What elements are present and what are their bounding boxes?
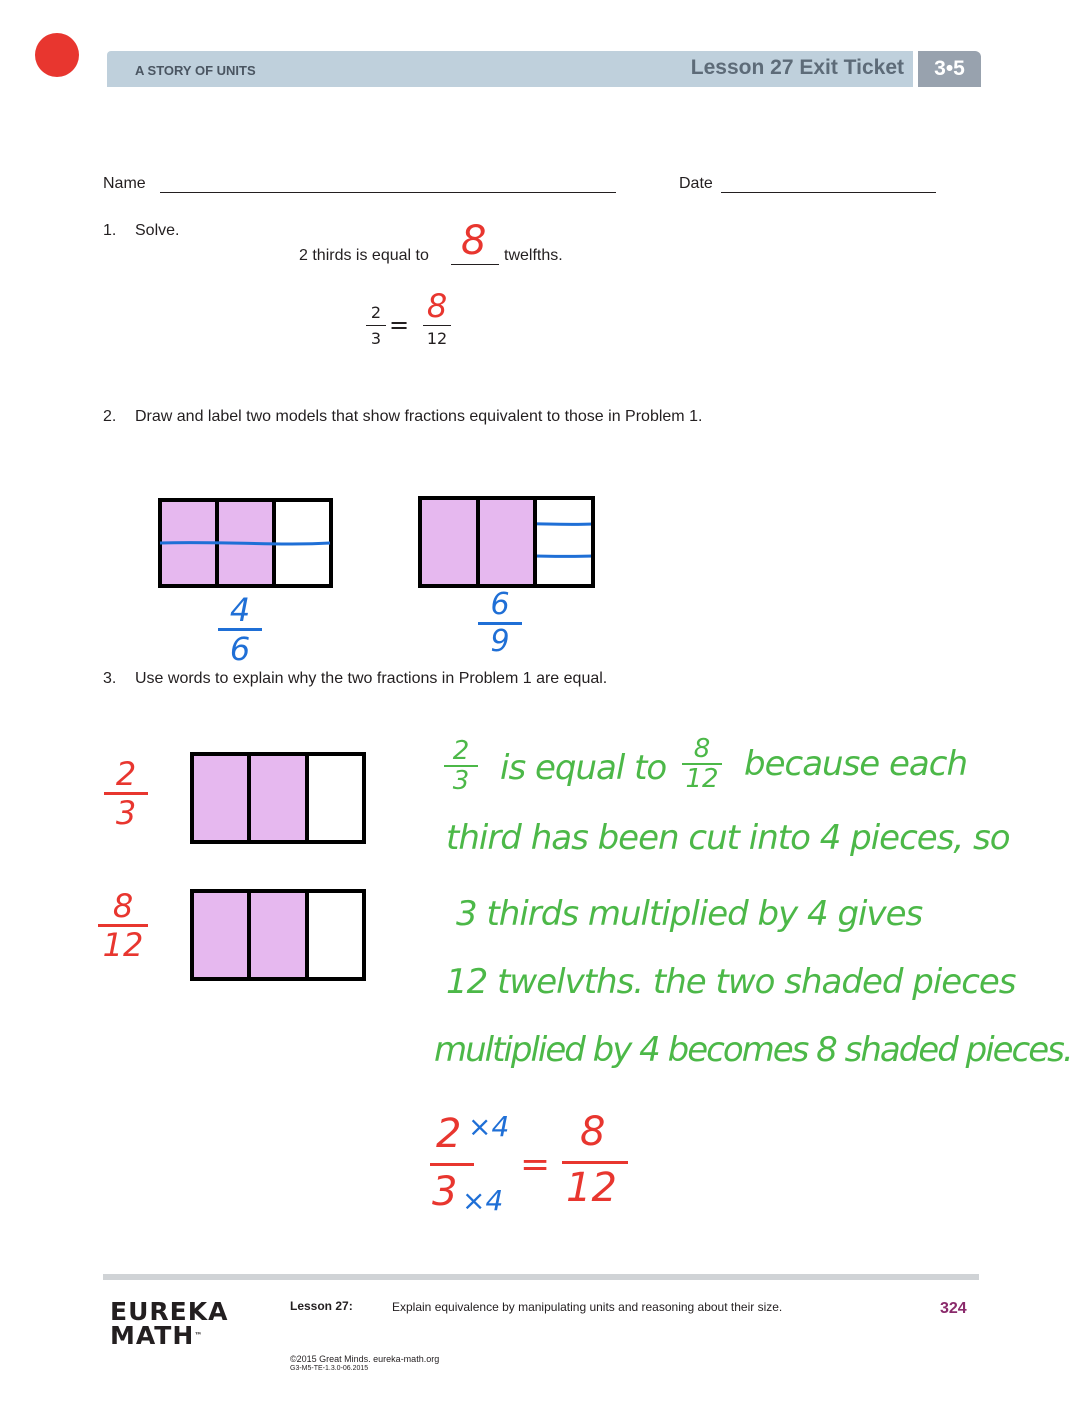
header-badge-text: 3•5: [934, 57, 965, 80]
problem2-prompt: Draw and label two models that show fractions equivalent to those in Problem 1.: [135, 408, 703, 425]
model-b-num: 8: [112, 887, 134, 925]
model2-cell-3: [537, 500, 591, 584]
problem1-blank-answer: 8: [461, 218, 487, 264]
problem2-model2-label: [478, 587, 522, 659]
problem3-model-a-label: [104, 755, 148, 832]
footer-logo: [110, 1297, 229, 1351]
explain-line4: 12 twelvths. the two shaded pieces: [446, 962, 1016, 1002]
problem3-model-b-label: [98, 887, 148, 964]
problem3-number: 3.: [103, 670, 117, 687]
eq-num: 2: [436, 1111, 462, 1157]
problem1-left-num: 2: [370, 303, 382, 322]
explain-den: 3: [452, 766, 470, 796]
footer-rule: [103, 1274, 979, 1280]
logo-line1: EUREKA: [110, 1297, 229, 1326]
problem2-model2: [418, 496, 595, 588]
eq-right-bar: [562, 1161, 628, 1164]
problem1-left-den: 3: [370, 329, 382, 348]
explain-num: 2: [452, 736, 470, 766]
explain-line1-end: because each: [744, 744, 968, 784]
model1-label-den: 6: [229, 630, 251, 668]
explain-line2: third has been cut into 4 pieces, so: [446, 818, 1010, 858]
problem1-number: 1.: [103, 222, 117, 239]
model2-cell-1: [422, 500, 480, 584]
explain-fraction-2: [682, 736, 722, 792]
logo-tm: ™: [194, 1331, 203, 1340]
model2-cell-2: [480, 500, 538, 584]
problem1-right-num: 8: [426, 287, 448, 325]
model-b-cell-1: [194, 893, 251, 977]
eq-num-mult: ×4: [468, 1110, 510, 1143]
footer-lesson-desc: Explain equivalence by manipulating units and reasoning about their size.: [392, 1300, 783, 1314]
problem1-sentence-before: 2 thirds is equal to: [299, 247, 429, 264]
eq-den-mult: ×4: [462, 1184, 504, 1217]
model-a-num: 2: [115, 755, 137, 793]
problem1-prompt: Solve.: [135, 222, 180, 239]
explain-num2: 8: [693, 734, 711, 764]
eq-left-bar: [430, 1163, 474, 1166]
problem2-number: 2.: [103, 408, 117, 425]
model1-label-num: 4: [229, 591, 251, 629]
problem3-model-b: [190, 889, 366, 981]
model2-label-den: 9: [490, 624, 510, 659]
model-b-cell-3: [309, 893, 362, 977]
explain-line5: multiplied by 4 becomes 8 shaded pieces.: [434, 1030, 1072, 1070]
model-a-den: 3: [115, 794, 137, 832]
header-series: A STORY OF UNITS: [135, 63, 256, 78]
footer-lesson-label: Lesson 27:: [290, 1299, 353, 1313]
explain-line3: 3 thirds multiplied by 4 gives: [456, 894, 923, 934]
explain-fraction-1: [444, 738, 478, 794]
problem3-model-a: [190, 752, 366, 844]
model2-label-num: 6: [490, 587, 510, 622]
footer-page-number: 324: [940, 1300, 967, 1317]
footer-code: G3-M5-TE-1.3.0-06.2015: [290, 1365, 369, 1372]
problem2-model1-label: [218, 591, 262, 668]
eq-den: 3: [432, 1169, 458, 1215]
model-a-cell-3: [309, 756, 362, 840]
model-a-cell-1: [194, 756, 251, 840]
name-label: Name: [103, 175, 146, 192]
eq-res-num: 8: [580, 1109, 606, 1155]
eq-equals: =: [520, 1144, 551, 1185]
problem1-right-den: 12: [426, 329, 448, 348]
model-b-den: 12: [102, 926, 144, 964]
problem1-equals: =: [389, 311, 410, 339]
explain-line1: is equal to: [500, 748, 667, 788]
date-label: Date: [679, 175, 713, 192]
header-title: Lesson 27 Exit Ticket: [690, 56, 904, 79]
footer-copyright: ©2015 Great Minds. eureka-math.org: [290, 1354, 440, 1364]
eq-res-den: 12: [566, 1165, 617, 1211]
explain-den2: 12: [685, 764, 719, 794]
model-a-cell-2: [251, 756, 308, 840]
problem1-sentence-after: twelfths.: [504, 247, 563, 264]
problem3-prompt: Use words to explain why the two fractions in Problem 1 are equal.: [135, 670, 608, 687]
logo-line2: MATH: [110, 1321, 195, 1350]
model-b-cell-2: [251, 893, 308, 977]
